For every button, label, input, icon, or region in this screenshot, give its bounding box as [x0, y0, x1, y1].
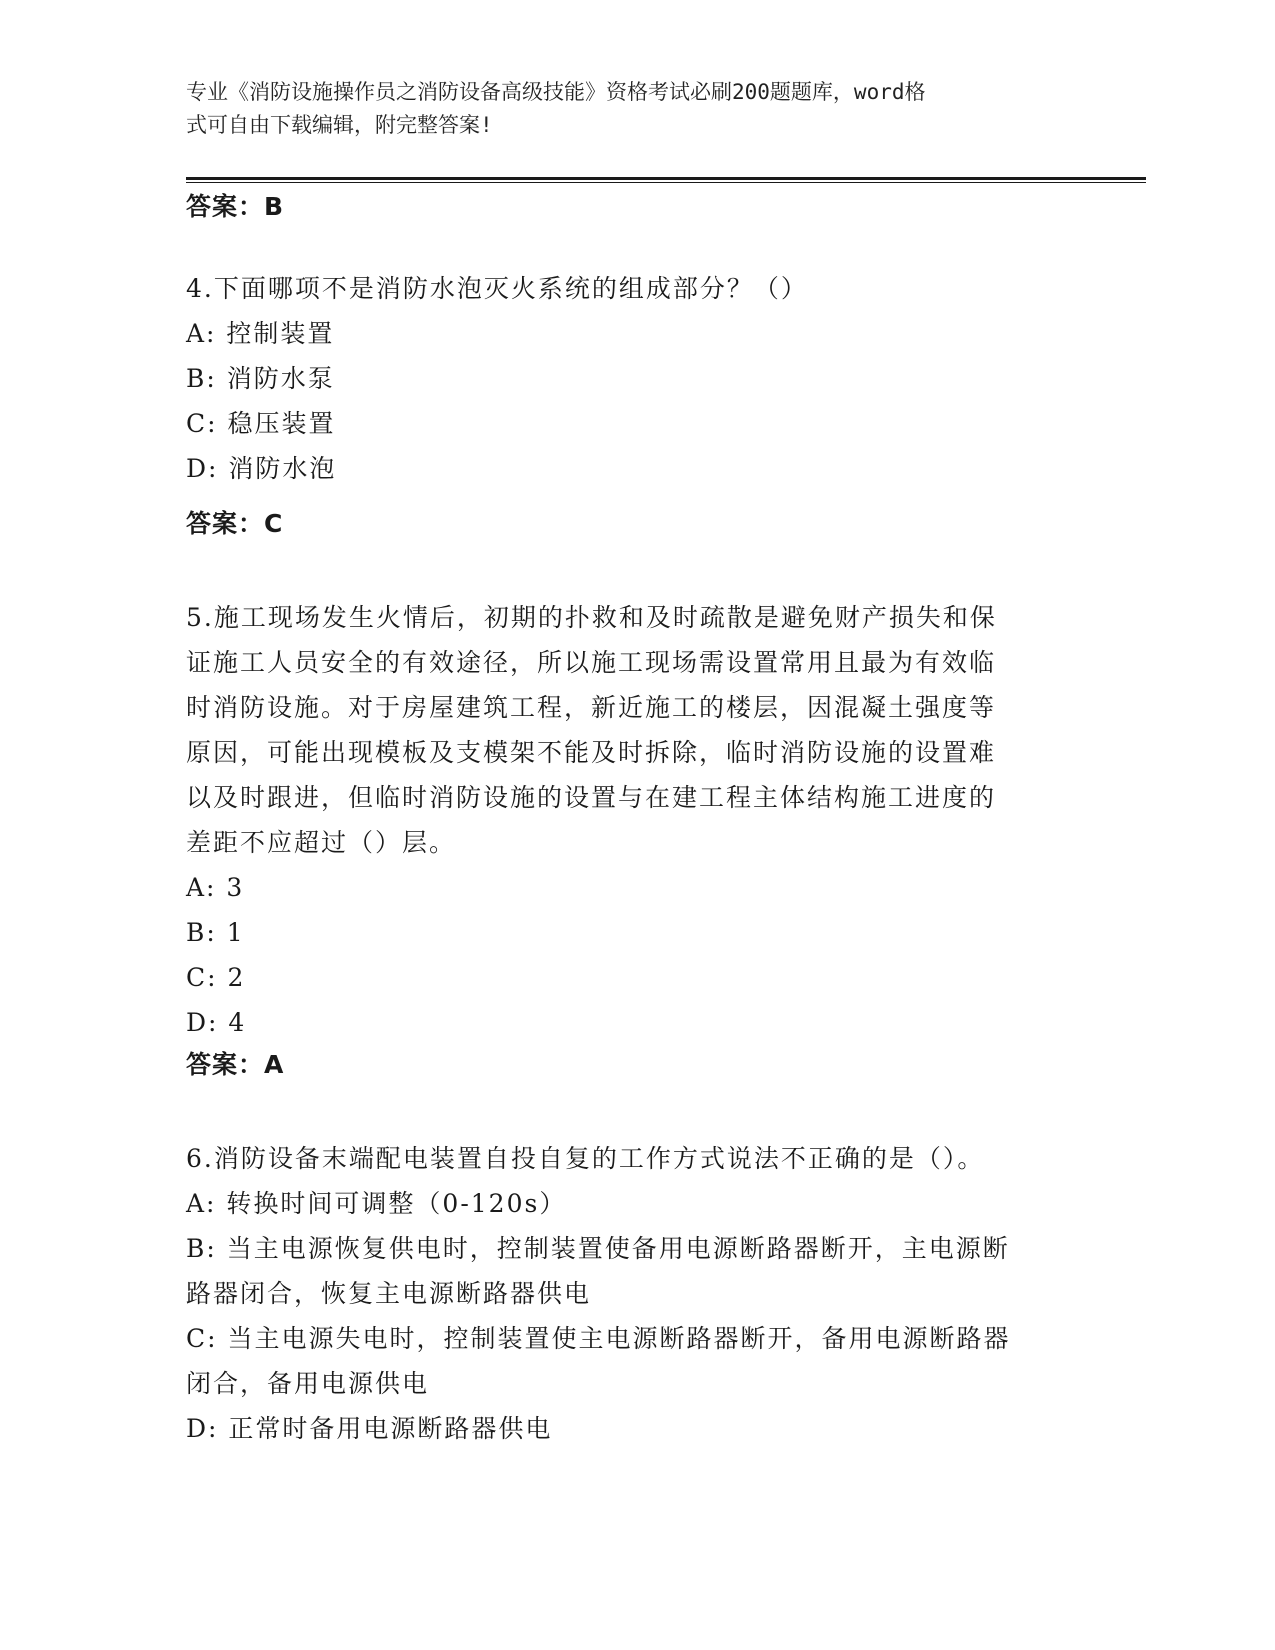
- question-5-stem-line-1: 5.施工现场发生火情后，初期的扑救和及时疏散是避免财产损失和保: [186, 603, 997, 632]
- question-4-stem: 4.下面哪项不是消防水泡灭火系统的组成部分？（）: [186, 274, 808, 303]
- header-rule-thin: [186, 182, 1146, 183]
- question-6-option-c-line-2: 闭合，备用电源供电: [186, 1369, 430, 1398]
- question-5-stem-line-6: 差距不应超过（）层。: [186, 828, 457, 857]
- question-6-option-c-line-1: C: 当主电源失电时，控制装置使主电源断路器断开，备用电源断路器: [186, 1324, 1011, 1353]
- question-5-option-d: D: 4: [186, 1008, 247, 1037]
- question-5-stem-line-4: 原因，可能出现模板及支模架不能及时拆除，临时消防设施的设置难: [186, 738, 997, 767]
- question-6-option-b-line-2: 路器闭合，恢复主电源断路器供电: [186, 1279, 592, 1308]
- question-5-stem-line-3: 时消防设施。对于房屋建筑工程，新近施工的楼层，因混凝土强度等: [186, 693, 997, 722]
- answer-prev: 答案：B: [186, 192, 285, 221]
- question-4-option-c: C: 稳压装置: [186, 409, 336, 438]
- question-4-option-d: D: 消防水泡: [186, 454, 337, 483]
- header-line-1: 专业《消防设施操作员之消防设备高级技能》资格考试必刷200题题库，word格: [186, 80, 926, 104]
- question-5-option-a: A: 3: [186, 873, 245, 902]
- header-rule-thick: [186, 177, 1146, 180]
- question-5-option-b: B: 1: [186, 918, 245, 947]
- question-6-stem: 6.消防设备末端配电装置自投自复的工作方式说法不正确的是（）。: [186, 1144, 985, 1173]
- question-4-option-a: A: 控制装置: [186, 319, 335, 348]
- question-6-option-a: A: 转换时间可调整（0-120s）: [186, 1189, 567, 1218]
- question-6: [186, 1136, 1066, 1451]
- question-5: [186, 595, 1066, 1045]
- question-6-option-b-line-1: B: 当主电源恢复供电时，控制装置使备用电源断路器断开，主电源断: [186, 1234, 1010, 1263]
- question-5-stem-line-2: 证施工人员安全的有效途径，所以施工现场需设置常用且最为有效临: [186, 648, 997, 677]
- question-4-option-b: B: 消防水泵: [186, 364, 335, 393]
- header-line-2: 式可自由下载编辑，附完整答案!: [186, 113, 493, 137]
- question-5-answer: 答案：A: [186, 1050, 285, 1079]
- question-4: [186, 266, 1066, 491]
- question-5-stem-line-5: 以及时跟进，但临时消防设施的设置与在建工程主体结构施工进度的: [186, 783, 997, 812]
- question-5-option-c: C: 2: [186, 963, 246, 992]
- question-4-answer: 答案：C: [186, 509, 284, 538]
- question-6-option-d: D: 正常时备用电源断路器供电: [186, 1414, 553, 1443]
- document-header: [186, 76, 1066, 142]
